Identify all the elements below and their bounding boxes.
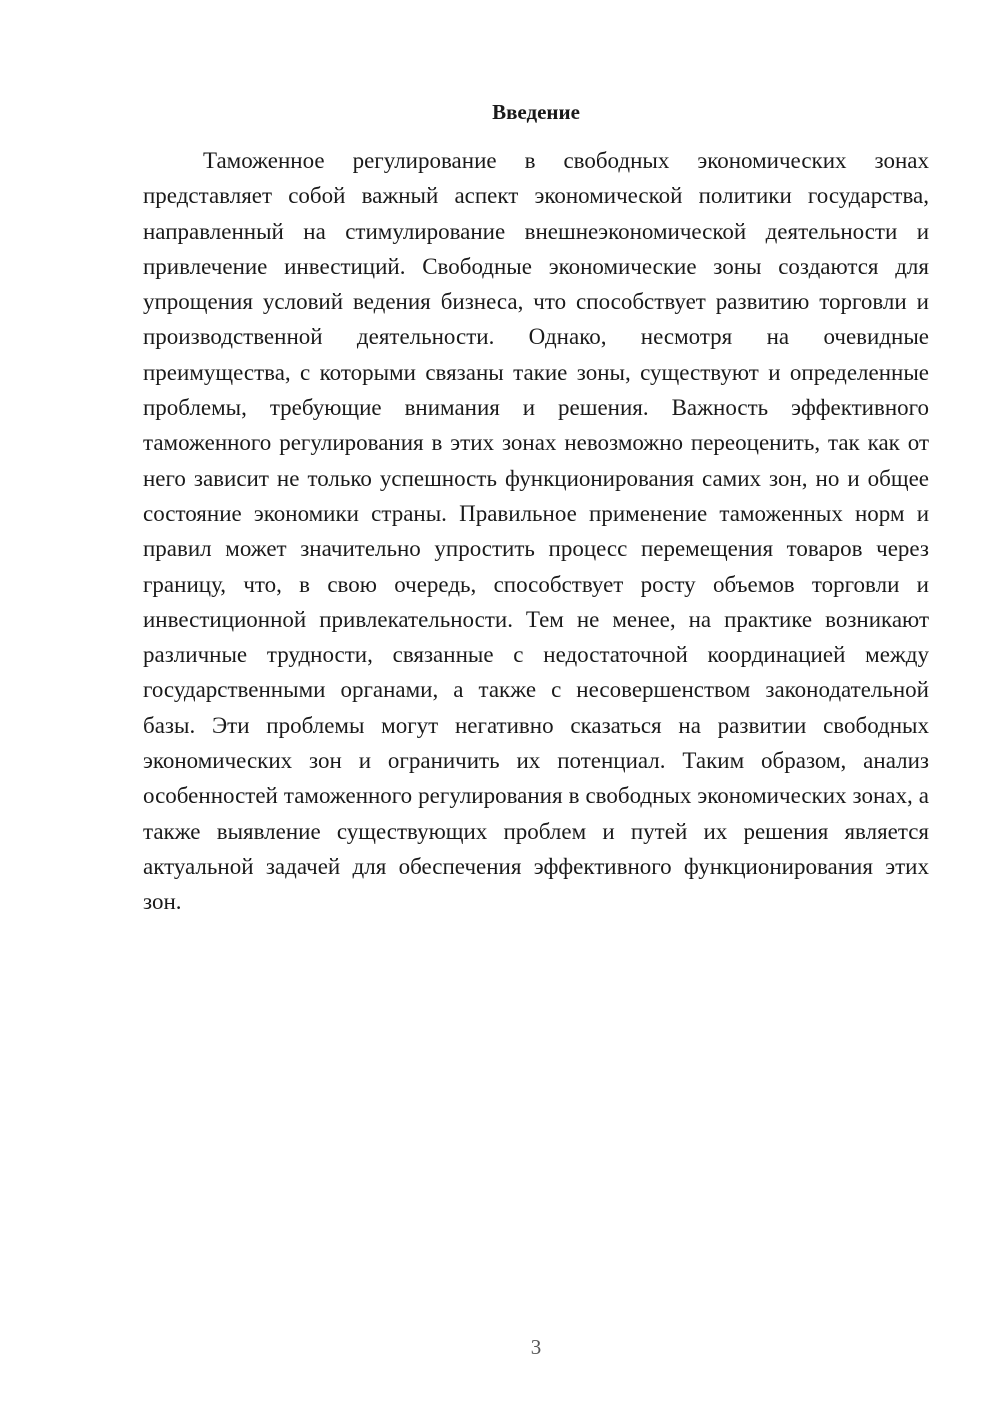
page-title: Введение [492,100,580,124]
body-paragraph: Таможенное регулирование в свободных экономических зонах представляет собой важный аспект экономической политики государства, направленный на стимулирование внешнеэкономической деятельности и привлечение инвестиций. Свободные экономические зоны создаются для упрощения условий ведения бизнеса, что способствует развитию торговли и производственной деятельности. Однако, несмотря на очевидные преимущества, с которыми связаны такие зоны, существуют и определенные проблемы, требующие внимания и решения. Важность эффективного таможенного регулирования в этих зонах невозможно переоценить, так как от него зависит не только успешность функционирования самих зон, но и общее состояние экономики страны. Правильное применение таможенных норм и правил может значительно упростить процесс перемещения товаров через границу, что, в свою очередь, способствует росту объемов торговли и инвестиционной привлекательности. Тем не менее, на практике возникают различные трудности, связанные с недостаточной координацией между государственными органами, а также с несовершенством законодательной базы. Эти проблемы могут негативно сказаться на развитии свободных экономических зон и ограничить их потенциал. Таким образом, анализ особенностей таможенного регулирования в свободных экономических зонах, а также выявление существующих проблем и путей их решения является актуальной задачей для обеспечения эффективного функционирования этих зон. [143,148,929,915]
page-number: 3 [530,1335,542,1359]
